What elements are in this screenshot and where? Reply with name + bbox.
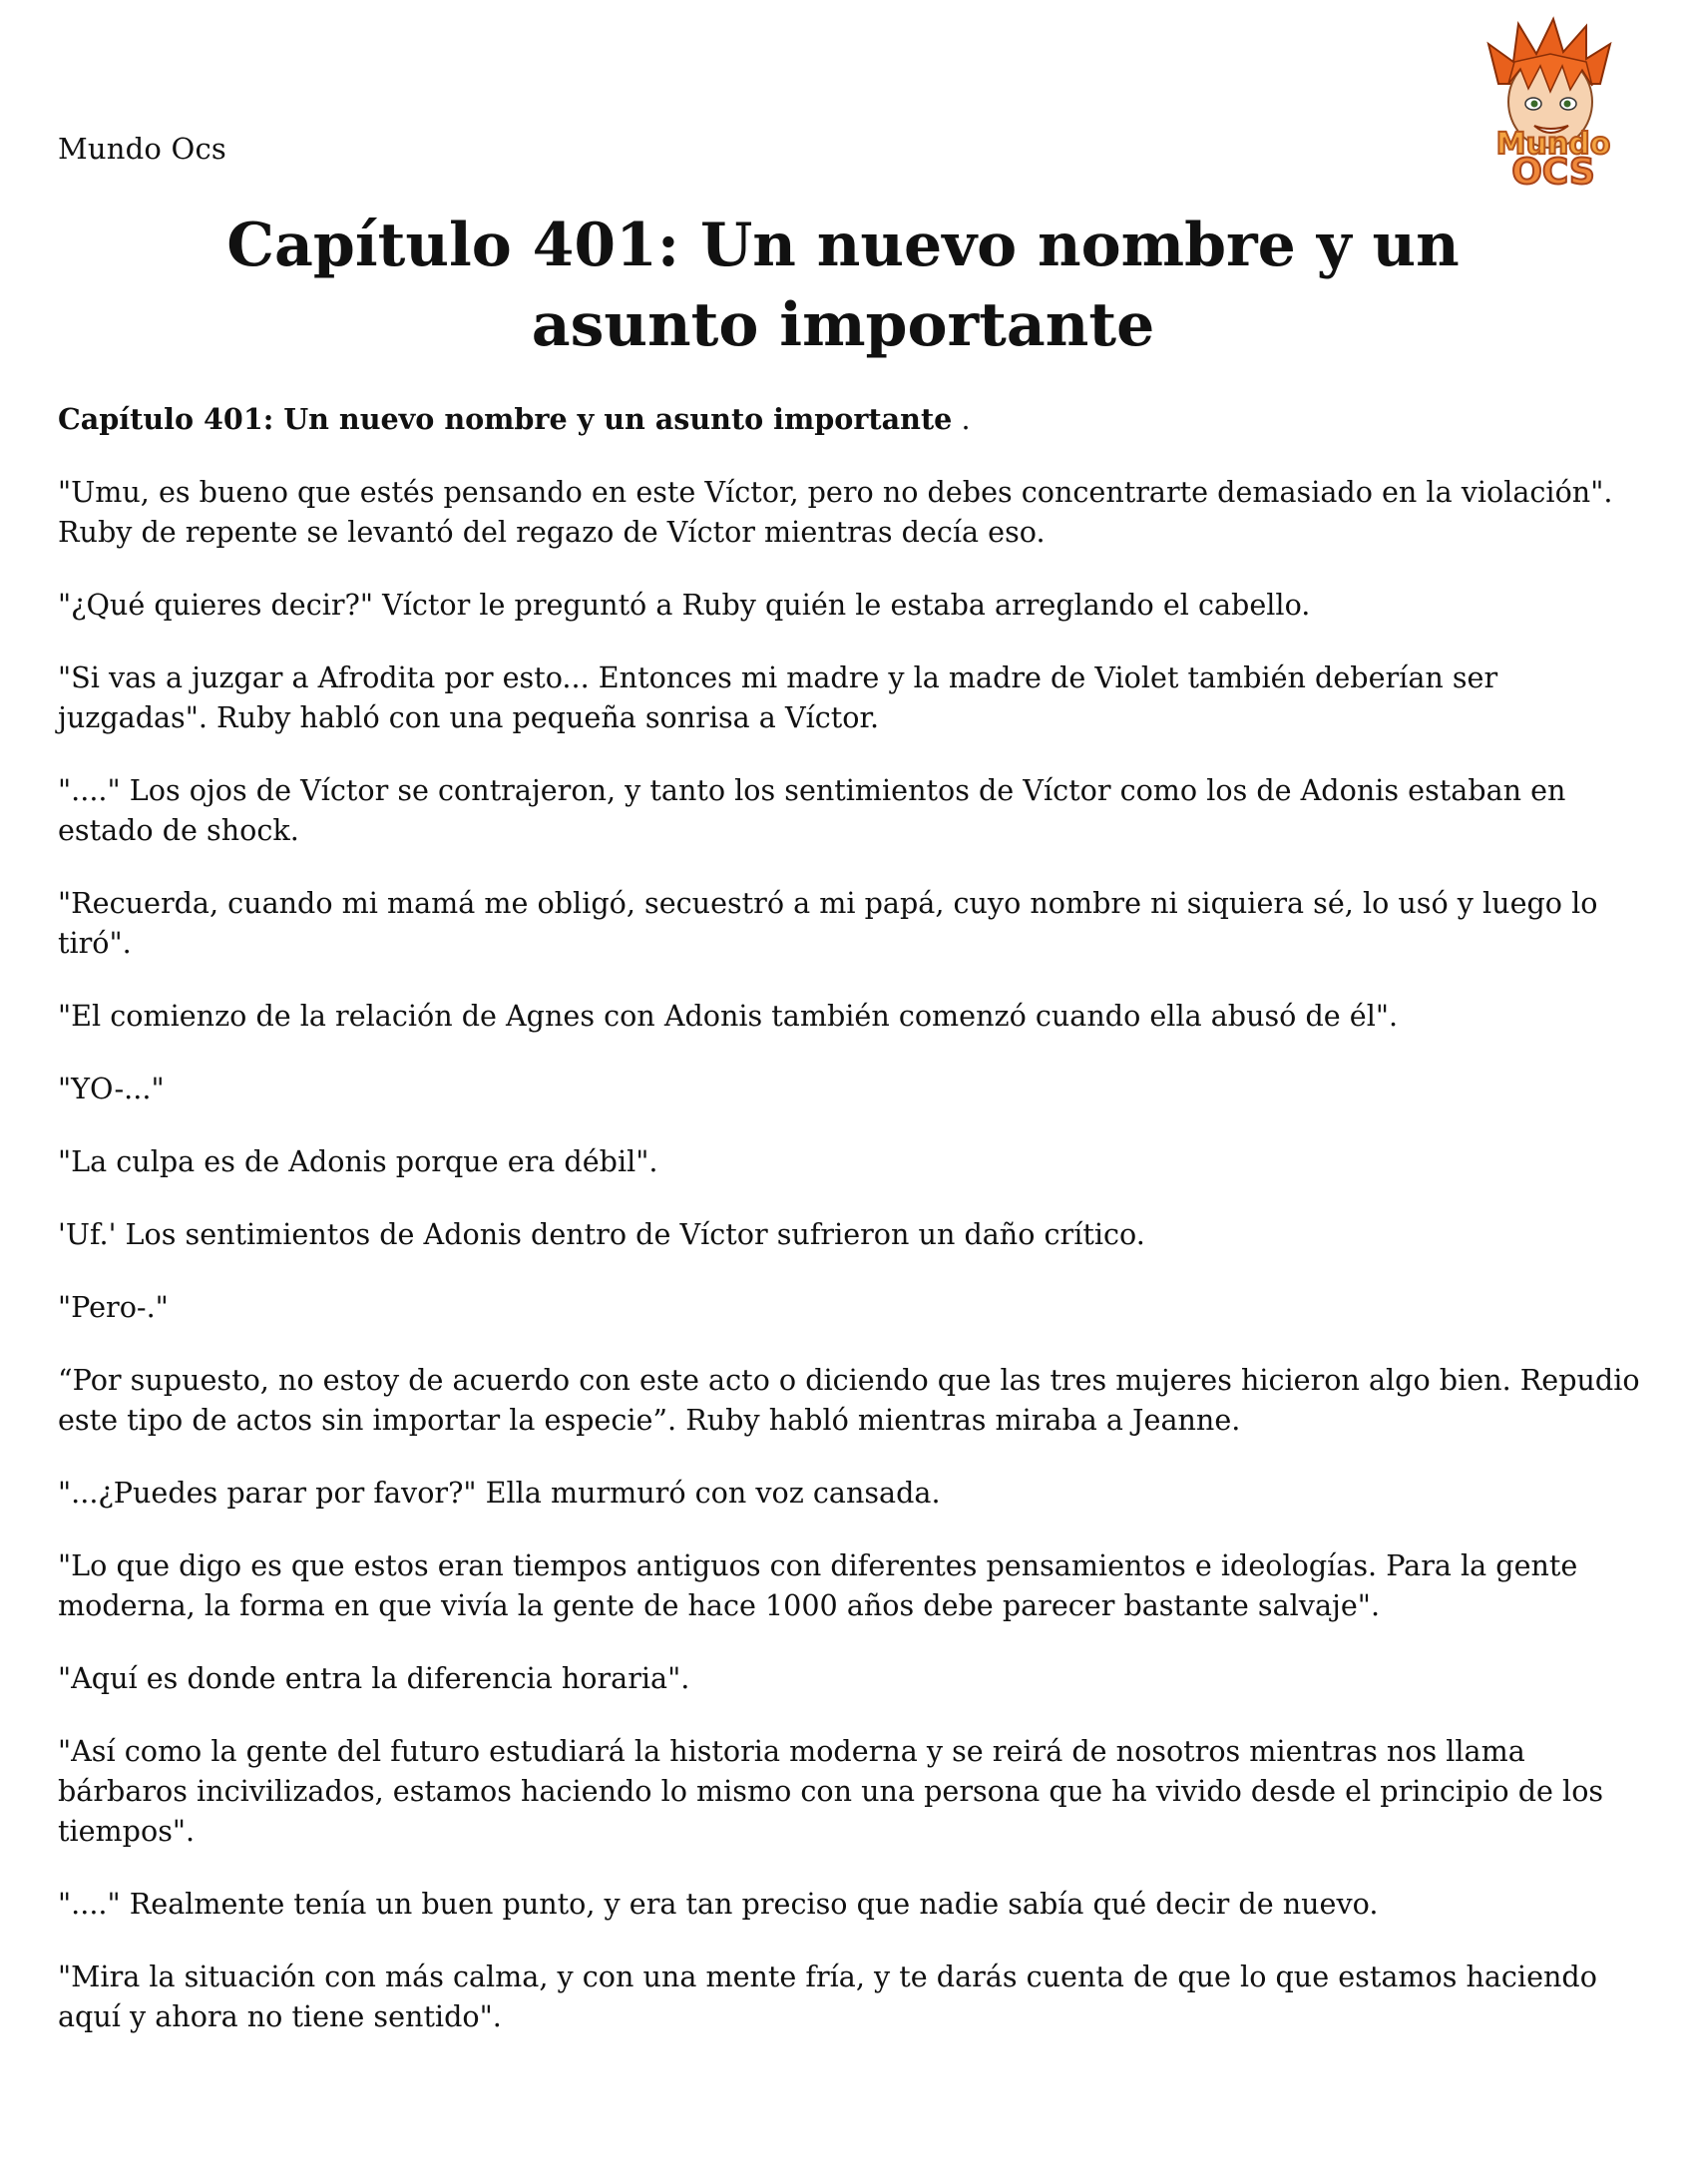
paragraph: 'Uf.' Los sentimientos de Adonis dentro de Víctor sufrieron un daño crítico. — [58, 1217, 1145, 1251]
paragraph: "Recuerda, cuando mi mamá me obligó, secuestró a mi papá, cuyo nombre ni siquiera sé, lo usó y luego lo tiró". — [58, 886, 1598, 960]
chapter-subtitle — [58, 399, 1644, 439]
subtitle-bold-text: Capítulo 401: Un nuevo nombre y un asunto importante — [58, 402, 953, 436]
chapter-body — [58, 399, 1644, 2069]
chapter-title: Capítulo 401: Un nuevo nombre y un asunto importante — [226, 211, 1460, 360]
paragraph: "Lo que digo es que estos eran tiempos antiguos con diferentes pensamientos e ideologías. Para la gente moderna, la forma en que vivía la gente de hace 1000 años debe parecer bastante salvaje". — [58, 1548, 1578, 1622]
paragraph: "Si vas a juzgar a Afrodita por esto... Entonces mi madre y la madre de Violet también deberían ser juzgadas". Ruby habló con una pequeña sonrisa a Víctor. — [58, 660, 1498, 734]
svg-text:Mundo: Mundo — [1495, 127, 1611, 162]
paragraph: "Mira la situación con más calma, y con una mente fría, y te darás cuenta de que lo que estamos haciendo aquí y ahora no tiene sentido". — [58, 1960, 1597, 2033]
paragraph: "...." Los ojos de Víctor se contrajeron, y tanto los sentimientos de Víctor como los de Adonis estaban en estado de shock. — [58, 773, 1566, 847]
paragraph: "Pero-." — [58, 1290, 169, 1324]
site-name: Mundo Ocs — [58, 132, 226, 166]
paragraph: "Umu, es bueno que estés pensando en este Víctor, pero no debes concentrarte demasiado en la violación". Ruby de repente se levantó del regazo de Víctor mientras decía eso. — [58, 475, 1613, 549]
mascot-logo-icon — [1459, 14, 1648, 188]
subtitle-suffix: . — [952, 402, 971, 436]
paragraph: "El comienzo de la relación de Agnes con Adonis también comenzó cuando ella abusó de él". — [58, 999, 1399, 1033]
paragraph: "¿Qué quieres decir?" Víctor le preguntó a Ruby quién le estaba arreglando el cabello. — [58, 588, 1311, 622]
paragraph: “Por supuesto, no estoy de acuerdo con este acto o diciendo que las tres mujeres hicieron algo bien. Repudio este tipo de actos sin importar la especie”. Ruby habló mientras miraba a Jeanne. — [58, 1363, 1640, 1437]
paragraph: "Así como la gente del futuro estudiará la historia moderna y se reirá de nosotros mientras nos llama bárbaros incivilizados, estamos haciendo lo mismo con una persona que ha vivido desde el principio de los tiempos". — [58, 1734, 1604, 1848]
paragraph: "La culpa es de Adonis porque era débil". — [58, 1144, 658, 1178]
paragraph: "...¿Puedes parar por favor?" Ella murmuró con voz cansada. — [58, 1476, 941, 1510]
mundo-ocs-logo — [1459, 14, 1648, 188]
paragraph: "Aquí es donde entra la diferencia horaria". — [58, 1661, 690, 1695]
paragraph: "...." Realmente tenía un buen punto, y era tan preciso que nadie sabía qué decir de nuevo. — [58, 1887, 1379, 1921]
paragraph: "YO-..." — [58, 1072, 165, 1105]
svg-text:OCS: OCS — [1511, 152, 1595, 188]
